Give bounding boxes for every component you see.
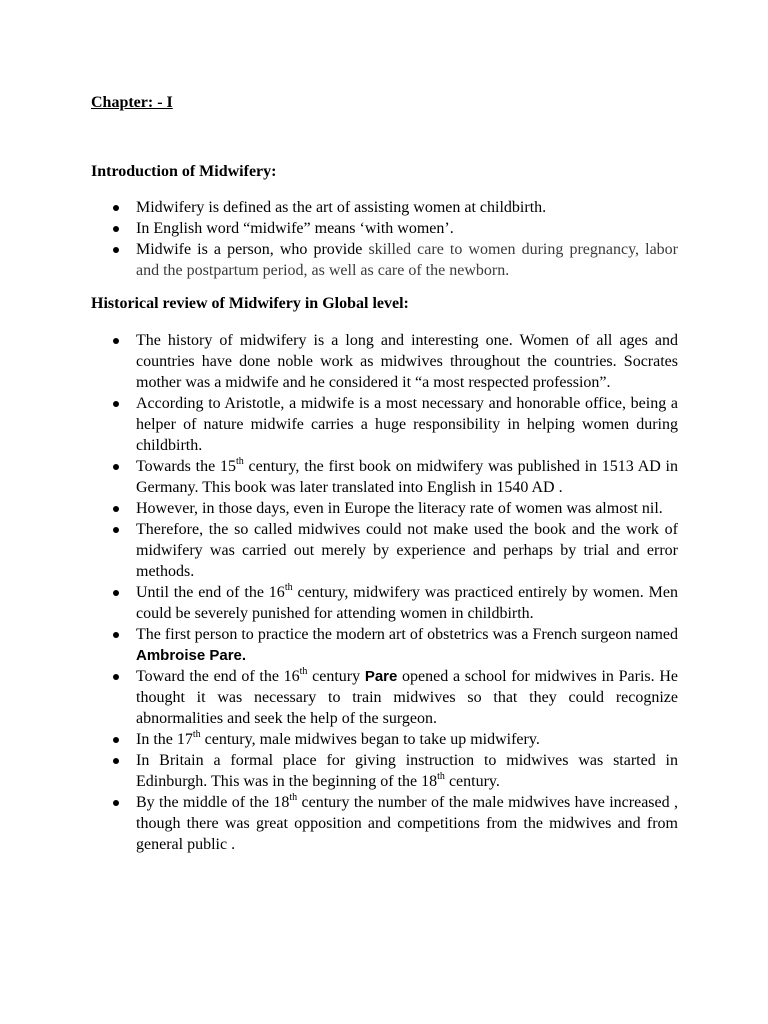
list-item-text: However, in those days, even in Europe the literacy rate of women was almost nil. xyxy=(136,500,663,517)
bullet-dot-icon xyxy=(113,800,119,806)
list-item-text-continued: century, the first book on midwifery was published in 1513 AD in Germany. This book was later translated into English in 1540 AD . xyxy=(136,458,679,496)
list-item-text-continued: century the number of the male midwives have increased , though there was great opposition and competitions from the midwives and from general public . xyxy=(136,794,678,853)
list-item-text: In the 17 xyxy=(136,731,193,748)
list-item xyxy=(110,582,678,624)
bullet-dot-icon xyxy=(113,674,119,680)
list-item xyxy=(110,456,678,498)
bullet-dot-icon xyxy=(113,737,119,743)
list-item-text: The history of midwifery is a long and interesting one. Women of all ages and countries have done noble work as midwives throughout the countries. Socrates mother was a midwife and he considered it “a most respected profession”. xyxy=(136,332,678,391)
ordinal-suffix: th xyxy=(299,665,308,677)
ordinal-suffix: th xyxy=(192,728,201,740)
list-item-text: Therefore, the so called midwives could not make used the book and the work of midwifery was carried out merely by experience and perhaps by trial and error methods. xyxy=(136,521,678,580)
list-item-text: The first person to practice the modern art of obstetrics was a French surgeon named xyxy=(136,626,678,643)
list-item-text-continued: century, male midwives began to take up midwifery. xyxy=(200,731,540,748)
bullet-dot-icon xyxy=(113,338,119,344)
bullet-dot-icon xyxy=(113,632,119,638)
list-item xyxy=(110,393,678,456)
list-item xyxy=(110,330,678,393)
list-item xyxy=(110,239,678,281)
list-item xyxy=(110,792,678,855)
list-item xyxy=(110,624,678,666)
introduction-list xyxy=(110,197,678,281)
section-heading-introduction: Introduction of Midwifery: xyxy=(91,163,277,180)
bullet-dot-icon xyxy=(113,758,119,764)
chapter-title: Chapter: - I xyxy=(91,94,173,111)
list-item-text: Until the end of the 16 xyxy=(136,584,285,601)
list-item-text-continued: century, midwifery was practiced entirely by women. Men could be severely punished for attending women in childbirth. xyxy=(136,584,679,622)
list-item-text: Midwife is a person, who provide xyxy=(136,241,369,258)
list-item-text-continued: century. xyxy=(444,773,500,790)
list-item xyxy=(110,498,678,519)
list-item-text: Toward the end of the 16 xyxy=(136,668,300,685)
list-item xyxy=(110,519,678,582)
ordinal-suffix: th xyxy=(284,581,293,593)
list-item-text-continued: century xyxy=(307,668,365,685)
bullet-dot-icon xyxy=(113,247,119,253)
ordinal-suffix: th xyxy=(289,791,298,803)
bullet-dot-icon xyxy=(113,226,119,232)
list-item xyxy=(110,729,678,750)
person-name-ambroise-pare: Ambroise Pare. xyxy=(136,647,247,664)
list-item-text-continued: opened a school for midwives in Paris. He thought it was necessary to train midwives so that they could recognize abnormalities and seek the help of the surgeon. xyxy=(136,668,678,727)
bullet-dot-icon xyxy=(113,506,119,512)
historical-review-list xyxy=(110,330,678,855)
ordinal-suffix: th xyxy=(235,455,244,467)
ordinal-suffix: th xyxy=(437,770,445,782)
list-item-text-continued: skilled care to women during pregnancy, labor and the postpartum period, as well as care of the newborn. xyxy=(136,241,678,279)
list-item xyxy=(110,218,678,239)
list-item-text: By the middle of the 18 xyxy=(136,794,290,811)
bullet-dot-icon xyxy=(113,205,119,211)
section-heading-historical-review: Historical review of Midwifery in Global level: xyxy=(91,295,409,312)
list-item-text: According to Aristotle, a midwife is a most necessary and honorable office, being a helper of nature midwife carries a huge responsibility in helping women during childbirth. xyxy=(136,395,678,454)
list-item xyxy=(110,666,678,729)
list-item-text: In Britain a formal place for giving instruction to midwives was started in Edinburgh. This was in the beginning of the 18 xyxy=(136,752,678,790)
list-item-text: Towards the 15 xyxy=(136,458,236,475)
list-item-text: Midwifery is defined as the art of assisting women at childbirth. xyxy=(136,199,547,216)
list-item-text: In English word “midwife” means ‘with women’. xyxy=(136,220,454,237)
bullet-dot-icon xyxy=(113,527,119,533)
list-item xyxy=(110,750,678,792)
bullet-dot-icon xyxy=(113,401,119,407)
list-item xyxy=(110,197,678,218)
bullet-dot-icon xyxy=(113,464,119,470)
person-name-pare: Pare xyxy=(364,668,398,685)
bullet-dot-icon xyxy=(113,590,119,596)
